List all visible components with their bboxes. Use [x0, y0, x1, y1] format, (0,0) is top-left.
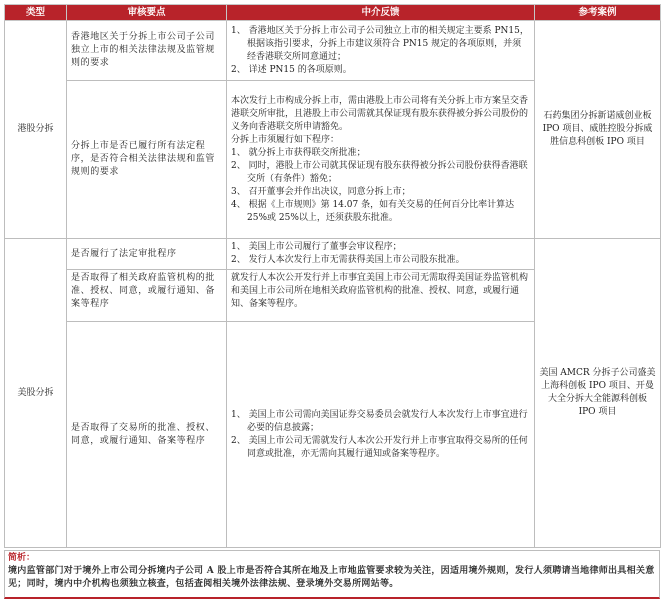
header-points: 审核要点: [67, 5, 227, 21]
point-hk-2: 分拆上市是否已履行所有法定程序，是否符合相关法律法规和监管规则的要求: [67, 81, 227, 239]
feedback-line: 1、 美国上市公司履行了董事会审议程序；: [231, 242, 402, 252]
feedback-us-3: [227, 322, 535, 548]
feedback-hk-1: [227, 21, 535, 81]
feedback-us-2: [227, 270, 535, 322]
note-title: 简析：: [8, 553, 36, 563]
point-us-3: 是否取得了交易所的批准、授权、同意，或履行通知、备案等程序: [67, 322, 227, 548]
header-type: 类型: [5, 5, 67, 21]
feedback-line: 1、 就分拆上市获得联交所批准；: [231, 147, 366, 158]
table-header-row: [5, 5, 661, 21]
note-body: 境内监管部门对于境外上市公司分拆境内子公司 A 股上市是否符合其所在地及上市地监管要求较为关注，因适用境外规则，发行人须聘请当地律师出具相关意见；同时，境内中介机构也须独立核查，包括查阅相关境外法律法规、登录境外交易所网站等。: [8, 566, 655, 589]
review-table-container: [4, 4, 660, 548]
point-us-1: 是否履行了法定审批程序: [67, 239, 227, 270]
feedback-line: 2、 同时，港股上市公司就其保证现有股东获得被分拆公司股份获得香港联交所（有条件）豁免；: [231, 160, 528, 184]
feedback-line: 分拆上市须履行如下程序：: [231, 134, 340, 145]
case-us: 美国 AMCR 分拆子公司盛美上海科创板 IPO 项目、开曼大全分拆大全能源科创板 IPO 项目: [535, 239, 661, 548]
review-table: [4, 4, 661, 548]
header-cases: 参考案例: [535, 5, 661, 21]
feedback-line: 就发行人本次公开发行并上市事宜美国上市公司无需取得美国证券监管机构和美国上市公司所在地相关政府监管机构的批准、授权、同意，或履行通知、备案等程序。: [231, 273, 529, 309]
feedback-line: 2、 美国上市公司无需就发行人本次公开发行并上市事宜取得交易所的任何同意或批准，亦无需向其履行通知或备案等程序。: [231, 435, 528, 459]
analysis-note: [4, 550, 660, 599]
feedback-line: 1、 美国上市公司需向美国证券交易委员会就发行人本次发行上市事宜进行必要的信息披露；: [231, 409, 528, 433]
feedback-line: 2、 详述 PN15 的各项原则。: [231, 64, 352, 75]
header-feedback: 中介反馈: [227, 5, 535, 21]
case-hk: 石药集团分拆新诺威创业板 IPO 项目、威胜控股分拆威胜信息科创板 IPO 项目: [535, 21, 661, 239]
type-hk: 港股分拆: [5, 21, 67, 239]
feedback-line: 1、 香港地区关于分拆上市公司子公司独立上市的相关规定主要系 PN15，根据该指引要求，分拆上市建议须符合 PN15 规定的各项原则，并须经香港联交所同意通过；: [231, 25, 529, 62]
point-hk-1: 香港地区关于分拆上市公司子公司独立上市的相关法律法规及监管规则的要求: [67, 21, 227, 81]
table-row: [5, 21, 661, 81]
feedback-line: 3、 召开董事会并作出决议，同意分拆上市；: [231, 186, 411, 197]
feedback-us-1: [227, 239, 535, 270]
type-us: 美股分拆: [5, 239, 67, 548]
point-us-2: 是否取得了相关政府监管机构的批准、授权、同意，或履行通知、备案等程序: [67, 270, 227, 322]
feedback-hk-2: [227, 81, 535, 239]
feedback-line: 4、 根据《上市规则》第 14.07 条，如有关交易的任何百分比率计算达 25%或 25%以上，还须获股东批准。: [231, 199, 515, 223]
table-row: [5, 239, 661, 270]
feedback-line: 本次发行上市构成分拆上市，需由港股上市公司将有关分拆上市方案呈交香港联交所审批，且港股上市公司需就其保证现有股东获得被分拆公司股份的义务向香港联交所申请豁免。: [231, 95, 529, 132]
feedback-line: 2、 发行人本次发行上市无需获得美国上市公司股东批准。: [231, 255, 465, 265]
